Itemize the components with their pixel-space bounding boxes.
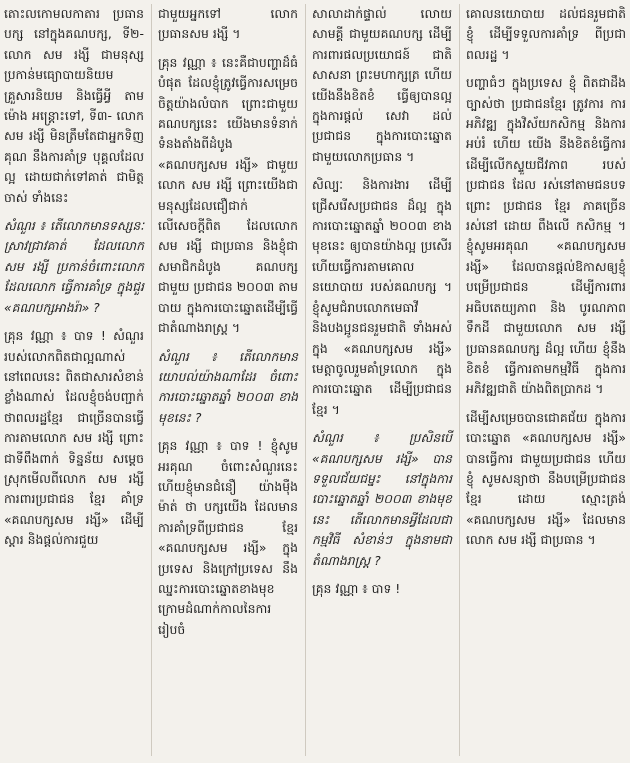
- article-column-3: [312, 4, 452, 599]
- question-paragraph: សំណួរ ៖ តើលោកមានទស្សនៈស្រាវជ្រាវគាត់ ដែលលោក សម រង្សី ប្រកាន់ចំពោះលោក ដែលលោក ធ្វើការគាំទ្រ ក្នុងជួរ «គណបក្សអាងរ៉ា» ?: [4, 218, 144, 315]
- paragraph: ជាមួយអ្នកទៅ លោកប្រធានសម រង្សី ។: [158, 6, 298, 42]
- paragraph: ដើម្បីសម្រេចបានជោគជ័យ ក្នុងការបោះឆ្នោត «គណបក្សសម រង្សី» បានធ្វើការ ជាមួយប្រជាជន ហើយ ខ្ញុំ សូមសន្យាថា នឹងបម្រើប្រជាជន ខ្មែរ ដោយ ស្មោះត្រង់ «គណបក្សសម រង្សី» ដែលមានលោក សម រង្សី ជាប្រធាន ។: [466, 409, 626, 548]
- answer-paragraph: គ្រុន វណ្ណា ៖ បាទ ! ខ្ញុំសូមអរគុណ ចំពោះសំណួរនេះ ហើយខ្ញុំមានជំនឿ យ៉ាងម៉ឺងម៉ាត់ ថា បក្សយើង ដែលមានការគាំទ្រពីប្រជាជន ខ្មែរ «គណបក្សសម រង្សី» ក្នុងប្រទេស និងក្រៅប្រទេស នឹងឈ្នះការបោះឆ្នោតខាងមុខ ក្រោមដំណាក់កាលនៃការរៀបចំ: [158, 438, 298, 637]
- paragraph: សាលាដាក់ផ្ទាល់ លោយ សាមគ្គី ជាមួយគណបក្ស ដើម្បីការពារផលប្រយោជន៍ ជាតិ សាសនា ព្រះមហាក្សត្រ ហើយ យើងនឹងខិតខំ ធ្វើឲ្យបានល្អ ក្នុងការផ្តល់ សេវា ដល់ប្រជាជន ក្នុងការបោះឆ្នោត ជាមួយលោកប្រធាន ។: [312, 6, 452, 164]
- answer-paragraph: គ្រុន វណ្ណា ៖ នេះគឺជាបញ្ហាដ៏ធំបំផុត ដែលខ្ញុំត្រូវធ្វើការសម្រេចចិត្តយ៉ាងលំបាក ព្រោះជាមួយគណបក្សនេះ យើងមានទំនាក់ទំនងតាំងពីដំបូង «គណបក្សសម រង្សី» ជាមួយលោក សម រង្សី ព្រោះយើងជាមនុស្សដែលជឿជាក់ លើសេចក្តីពិត ដែលលោក សម រង្សី ជាប្រធាន និងខ្ញុំជាសមាជិកដំបូង គណបក្ស ជាមួយ ប្រជាជន ២០០៣ តាមបាយ ក្នុងការបោះឆ្នោតដើម្បីធ្វើជាតំណាងរាស្ត្រ ។: [158, 54, 298, 336]
- article-column-2: [158, 4, 298, 640]
- paragraph: បញ្ហាធំៗ ក្នុងប្រទេស ខ្ញុំ ពិតជាដឹងច្បាស់ថា ប្រជាជនខ្មែរ ត្រូវការ ការអភិវឌ្ឍ ក្នុងវិស័យកសិកម្ម និងការ អប់រំ ហើយ យើង នឹងខិតខំធ្វើការ ដើម្បីលើកស្ទួយជីវភាព របស់ប្រជាជន ដែល រស់នៅតាមជនបទ ព្រោះ ប្រជាជន ខ្មែរ ភាគច្រើន រស់នៅ ដោយ ពឹងលើ កសិកម្ម ។ ខ្ញុំសូមអរគុណ «គណបក្សសម រង្សី» ដែលបានផ្តល់ឱកាសឲ្យខ្ញុំ បម្រើប្រជាជន ដើម្បីការពារ អធិបតេយ្យភាព និង បូរណភាពទឹកដី ជាមួយលោក សម រង្សី ប្រធានគណបក្ស ដ៏ល្អ ហើយ ខ្ញុំនឹងខិតខំ ធ្វើការតាមកម្មវិធី ក្នុងការអភិវឌ្ឍជាតិ យ៉ាងពិតប្រាកដ ។: [466, 75, 626, 397]
- column-divider: [305, 4, 306, 756]
- column-divider: [459, 4, 460, 756]
- column-divider: [151, 4, 152, 756]
- article-column-4: [466, 4, 626, 551]
- paragraph: តោះលកោមលកាតារ ប្រធានបក្ស នៅក្នុងគណបក្ស, ទី២- លោក សម រង្សី ជាមនុស្ស ប្រកាន់មធ្យោបាយនិយម គ្រួសារនិយម និងធ្វើអ្វី តាមម៉ោង អន្ត្រោះទៅ, ទី៣- លោក សម រង្សី មិនត្រឹមតែជាអ្នកទិញគុណ នឹងការគាំទ្រ បុគ្គលដែលល្អ ដោយជាក់ទៅគាត់ ជាមិត្តចាស់ ទាំងនេះ: [4, 6, 144, 205]
- paragraph: សិល្បៈ និងការងារ ដើម្បីជ្រើសរើសប្រជាជន ដ៏ល្អ ក្នុងការបោះឆ្នោតឆ្នាំ ២០០៣ ខាងមុខនេះ ឲ្យបានយ៉ាងល្អ ប្រសើរ ហើយធ្វើការតាមគោលនយោបាយ របស់គណបក្ស ។ ខ្ញុំសូមជំរាបលោកមេធាវី និងបងប្អូនជនរួមជាតិ ទាំងអស់ ក្នុង «គណបក្សសម រង្សី» មេត្តាចូលរួមគាំទ្រលោក ក្នុងការបោះឆ្នោត ដើម្បីប្រជាជន ខ្មែរ ។: [312, 177, 452, 417]
- question-paragraph: សំណួរ ៖ ប្រសិនបើ «គណបក្សសម រង្សី» បានទទួលជ័យជម្នះ នៅក្នុងការបោះឆ្នោតឆ្នាំ ២០០៣ ខាងមុខនេះ តើលោកមានអ្វីដែលជាកម្មវិធី សំខាន់ៗ ក្នុងនាមជាតំណាងរាស្ត្រ ?: [312, 430, 452, 568]
- answer-paragraph: គ្រុន វណ្ណា ៖ បាទ !: [312, 580, 401, 596]
- paragraph: គោលនយោបាយ ដល់ជនរួមជាតិ ខ្ញុំ ដើម្បីទទួលការគាំទ្រ ពីប្រជាពលរដ្ឋ ។: [466, 6, 626, 62]
- question-paragraph: សំណួរ ៖ តើលោកមានយោបល់យ៉ាងណាដែរ ចំពោះការបោះឆ្នោតឆ្នាំ ២០០៣ ខាងមុខនេះ ?: [158, 348, 298, 425]
- article-column-1: [4, 4, 144, 551]
- answer-paragraph: គ្រុន វណ្ណា ៖ បាទ ! សំណួររបស់លោកពិតជាល្អណាស់ នៅពេលនេះ ពិតជាសារសំខាន់ ខ្លាំងណាស់ ដែលខ្ញុំចង់បញ្ជាក់ ថាពលរដ្ឋខ្មែរ ជាច្រើនបានធ្វើការតាមលោក សម រង្សី ព្រោះជាទីពឹងពាក់ ទិន្នន័យ សម្តេចស្រុកមើលពីលោក សម រង្សី ការពារប្រជាជន ខ្មែរ គាំទ្រ «គណបក្សសម រង្សី» ដើម្បីស្តារ និងផ្តល់ការជួយ: [4, 328, 144, 548]
